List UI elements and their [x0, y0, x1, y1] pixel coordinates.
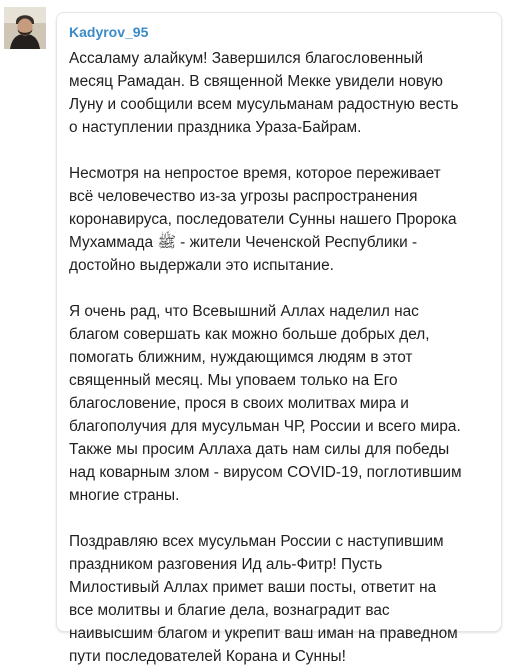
message-paragraph-3: Я очень рад, что Всевышний Аллах наделил нас благом совершать как можно больше добрых дел, помогать ближним, нуждающимся людям в этот священный месяц. Мы уповаем только на Его благословение, прося в своих молитвах мира и благополучия для мусульман ЧР, России и всего мира. Также мы просим Аллаха дать нам силы для победы над коварным злом - вирусом COVID-19, поглотившим многие страны.: [69, 303, 462, 504]
message-paragraph-2: Несмотря на непростое время, которое переживает всё человечество из-за угрозы распространения коронавируса, последователи Сунны нашего Пророка Мухаммада ﷺ - жители Чеченской Республики - достойно выдержали это испытание.: [69, 165, 457, 274]
message-bubble: [56, 12, 502, 665]
avatar-portrait-icon: [4, 7, 46, 49]
avatar[interactable]: [4, 7, 46, 49]
message-author[interactable]: Kadyrov_95: [69, 24, 149, 40]
message-paragraph-1: Ассаламу алайкум! Завершился благословенный месяц Рамадан. В священной Мекке увидели новую Луну и сообщили всем мусульманам радостную весть о наступлении праздника Ураза-Байрам.: [69, 50, 459, 136]
message-paragraph-4: Поздравляю всех мусульман России с наступившим праздником разговения Ид аль-Фитр! Пусть Милостивый Аллах примет ваши посты, ответит на все молитвы и благие дела, вознаградит вас наивысшим благом и укрепит ваш иман на праведном пути последователей Корана и Сунны!: [69, 533, 458, 665]
